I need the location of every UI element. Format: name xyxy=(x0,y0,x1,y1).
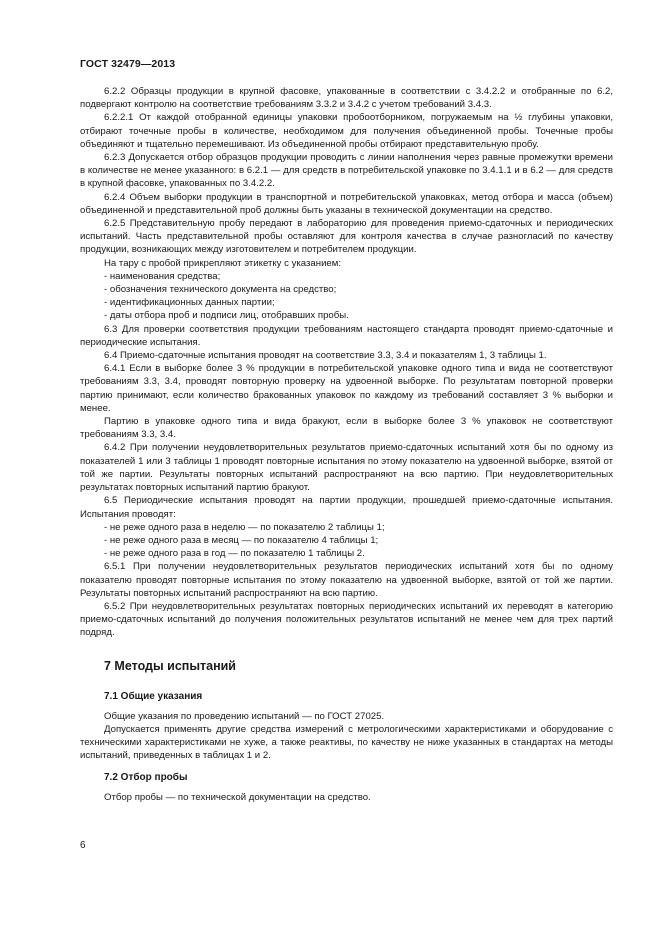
paragraph: Общие указания по проведению испытаний — по ГОСТ 27025. xyxy=(104,710,385,722)
paragraph: На тару с пробой прикрепляют этикетку с указанием: xyxy=(104,257,342,269)
paragraph: 6.4 Приемо-сдаточные испытания проводят на соответствие 3.3, 3.4 и показателям 1, 3 таблицы 1. xyxy=(104,350,547,362)
subsection-heading: 7.1 Общие указания xyxy=(104,690,203,702)
paragraph: 6.2.5 Представительную пробу передают в лабораторию для проведения приемо-сдаточных и периодических испытаний. Часть представительной пробы оставляют для контроля качества в случае разногласий по качеству продукции, возникающих между изготовителем и потребителем продукции. xyxy=(80,218,613,256)
list-item: - не реже одного раза в год — по показателю 1 таблицы 2. xyxy=(104,548,365,560)
paragraph: 6.4.2 При получении неудовлетворительных результатов приемо-сдаточных испытаний хотя бы по одному из показателей 1 или 3 таблицы 1 проводят повторные испытания по этому показателю на удвоенной выборке, взятой от той же партии. Результаты повторных испытаний распространяют на всю партию. При неудовлетворительных результатах повторных испытаний партию бракуют. xyxy=(80,442,613,494)
section-heading: 7 Методы испытаний xyxy=(104,658,236,673)
paragraph: 6.2.3 Допускается отбор образцов продукции проводить с линии наполнения через равные промежутки времени в количестве не менее указанного: в 6.2.1 — для средств в потребительской упаковке по 3.4.1.1 и в 6.2 — для средств в крупной фасовке, упакованных по 3.4.2.2. xyxy=(80,152,613,190)
subsection-heading: 7.2 Отбор пробы xyxy=(104,772,188,784)
list-item: - даты отбора проб и подписи лиц, отобравших пробы. xyxy=(104,310,349,322)
paragraph: 6.2.2 Образцы продукции в крупной фасовке, упакованные в соответствии с 3.4.2.2 и отобранные по 6.2, подвергают контролю на соответствие требованиям 3.3.2 и 3.4.2 с учетом требований 3.4.3. xyxy=(80,86,613,111)
paragraph: 6.4.1 Если в выборке более 3 % продукции в потребительской упаковке одного типа и вида не соответствуют требованиям 3.3, 3.4, проводят повторную проверку на удвоенной выборке. По результатам повторной проверки партию принимают, если количество бракованных упаковок по каждому из требований составляет 3 % выборки и менее. xyxy=(80,363,613,414)
paragraph: 6.3 Для проверки соответствия продукции требованиям настоящего стандарта проводят приемо-сдаточные и периодические испытания. xyxy=(80,323,613,348)
paragraph: Допускается применять другие средства измерений с метрологическими характеристиками и оборудование с техническими характеристиками не хуже, а также реактивы, по качеству не ниже указанных в стандартах на методы испытаний, приведенных в таблицах 1 и 2. xyxy=(80,723,613,762)
list-item: - наименования средства; xyxy=(104,270,221,282)
paragraph: Отбор пробы — по технической документации на средство. xyxy=(104,792,371,804)
paragraph: 6.5.1 При получении неудовлетворительных результатов периодических испытаний хотя бы по одному показателю проводят повторные испытания по этому показателю на удвоенной выборке, взятой от той же партии. Результаты повторных испытаний распространяют на всю партию. xyxy=(80,561,613,599)
list-item: - идентификационных данных партии; xyxy=(104,297,275,309)
standard-header: ГОСТ 32479—2013 xyxy=(80,58,176,70)
list-item: - не реже одного раза в месяц — по показателю 4 таблицы 1; xyxy=(104,534,379,546)
paragraph: 6.5.2 При неудовлетворительных результатах повторных периодических испытаний их переводят в категорию приемо-сдаточных испытаний до получения положительных результатов испытаний не менее чем для трех партий подряд. xyxy=(80,600,613,639)
list-item: - не реже одного раза в неделю — по показателю 2 таблицы 1; xyxy=(104,521,385,533)
paragraph: 6.2.2.1 От каждой отобранной единицы упаковки пробоотборником, погружаемым на ½ глубины упаковки, отбирают точечные пробы в количестве, необходимом для получения объединенной пробы. Точечные пробы объединяют и тщательно перемешивают. Из объединенной пробы отбирают представительную пробу. xyxy=(80,112,613,150)
paragraph: 6.5 Периодические испытания проводят на партии продукции, прошедшей приемо-сдаточные испытания. Испытания проводят: xyxy=(80,495,613,520)
paragraph: Партию в упаковке одного типа и вида бракуют, если в выборке более 3 % упаковок не соответствуют требованиям 3.3, 3.4. xyxy=(80,416,613,441)
document-body xyxy=(80,85,613,805)
paragraph: 6.2.4 Объем выборки продукции в транспортной и потребительской упаковках, метод отбора и масса (объем) объединенной и представительной проб должны быть указаны в технической документации на средство. xyxy=(80,191,613,216)
list-item: - обозначения технического документа на средство; xyxy=(104,284,337,296)
spacer xyxy=(80,674,613,681)
page-number: 6 xyxy=(80,840,86,851)
